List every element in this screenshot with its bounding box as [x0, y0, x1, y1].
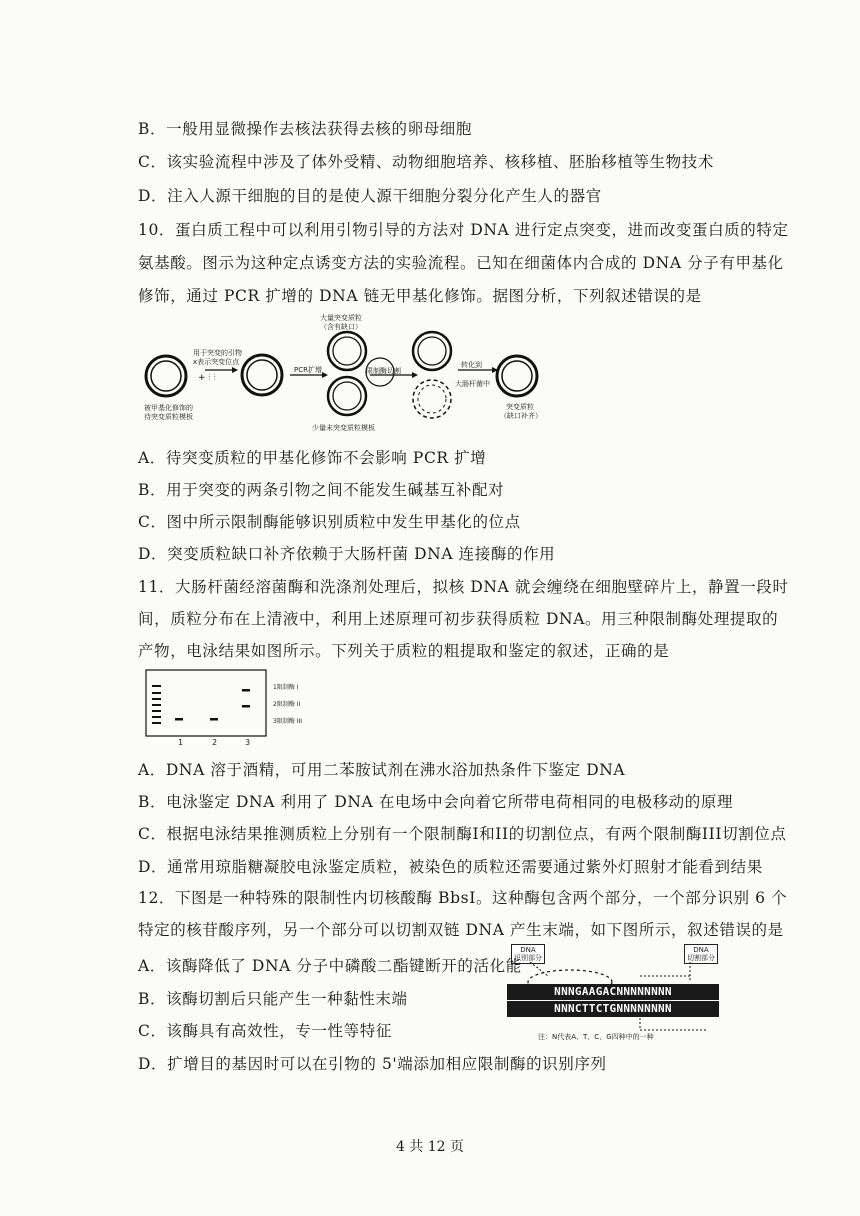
gel-legend-1: 1限制酶 I — [273, 684, 299, 691]
q10-top-label-2: （含有缺口） — [320, 323, 362, 331]
q10-option-a: A．待突变质粒的甲基化修饰不会影响 PCR 扩增 — [138, 449, 487, 467]
q12-figure-note: 注：N代表A、T、C、G四种中的一种 — [538, 1033, 654, 1041]
q11-stem-1: 11．大肠杆菌经溶菌酶和洗涤剂处理后，拟核 DNA 就会缠绕在细胞壁碎片上，静置一段时 — [138, 578, 789, 596]
q11-stem-2: 间，质粒分布在上清液中，利用上述原理可初步获得质粒 DNA。用三种限制酶处理提取的 — [138, 610, 779, 628]
q10-enzyme-label: 限制酶切割 — [366, 367, 401, 375]
gel-legend-3: 3限制酶 III — [273, 718, 303, 725]
q12-stem-1: 12．下图是一种特殊的限制性内切核酸酶 BbsI。这种酶包含两个部分，一个部分识别 6 个 — [138, 889, 788, 907]
q9-option-d: D．注入人源干细胞的目的是使人源干细胞分裂分化产生人的器官 — [138, 187, 602, 205]
q9-option-c: C．该实验流程中涉及了体外受精、动物细胞培养、核移植、胚胎移植等生物技术 — [138, 153, 714, 171]
q10-result-label-2: （缺口补齐） — [500, 412, 542, 420]
q10-primer-label-2: x表示突变位点 — [193, 358, 240, 366]
gel-lane-1: 1 — [178, 738, 184, 747]
cutting-part-label: DNA 切割部分 — [684, 944, 718, 964]
q10-primer-label-1: 用于突变的引物 — [193, 349, 242, 357]
q10-option-d: D．突变质粒缺口补齐依赖于大肠杆菌 DNA 连接酶的作用 — [138, 545, 556, 563]
q10-top-label-1: 大量突变质粒 — [320, 314, 362, 322]
q10-template-label-1: 被甲基化修饰的 — [144, 404, 193, 412]
q10-stem-1: 10．蛋白质工程中可以利用引物引导的方法对 DNA 进行定点突变，进而改变蛋白质的特定 — [138, 221, 789, 239]
recognition-part-label: DNA 识别部分 — [511, 944, 545, 964]
q11-option-d: D．通常用琼脂糖凝胶电泳鉴定质粒，被染色的质粒还需要通过紫外灯照射才能看到结果 — [138, 858, 763, 876]
q10-option-b: B．用于突变的两条引物之间不能发生碱基互补配对 — [138, 481, 505, 499]
q10-transform-label-1: 转化到 — [461, 361, 482, 369]
q9-option-b: B．一般用显微操作去核法获得去核的卵母细胞 — [138, 120, 472, 138]
dna-strand-bottom: NNNCTTCTGNNNNNNNN — [507, 1001, 719, 1017]
page-footer: 4 共 12 页 — [395, 1139, 465, 1155]
q11-option-a: A．DNA 溶于酒精，可用二苯胺试剂在沸水浴加热条件下鉴定 DNA — [138, 761, 626, 779]
q12-option-c: C．该酶具有高效性，专一性等特征 — [138, 1022, 392, 1040]
q12-option-a: A．该酶降低了 DNA 分子中磷酸二酯键断开的活化能 — [138, 957, 522, 975]
svg-text:+ ⫶ ⫶: + ⫶ ⫶ — [198, 373, 216, 383]
q11-option-c: C．根据电泳结果推测质粒上分别有一个限制酶I和II的切割位点，有两个限制酶III切割位点 — [138, 825, 787, 843]
q10-pcr-label: PCR扩增 — [294, 366, 322, 374]
q12-option-d: D．扩增目的基因时可以在引物的 5'端添加相应限制酶的识别序列 — [138, 1055, 607, 1073]
q12-stem-2: 特定的核苷酸序列，另一个部分可以切割双链 DNA 产生末端，如下图所示，叙述错误的是 — [138, 921, 784, 939]
q10-stem-3: 修饰，通过 PCR 扩增的 DNA 链无甲基化修饰。据图分析，下列叙述错误的是 — [138, 287, 702, 305]
q10-result-label-1: 突变质粒 — [506, 403, 534, 411]
q10-transform-label-2: 大肠杆菌中 — [455, 380, 490, 388]
gel-lane-3: 3 — [245, 738, 251, 747]
q12-option-b: B．该酶切割后只能产生一种黏性末端 — [138, 990, 408, 1008]
q10-bottom-label: 少量未突变质粒模板 — [312, 424, 375, 432]
q11-option-b: B．电泳鉴定 DNA 利用了 DNA 在电场中会向着它所带电荷相同的电极移动的原理 — [138, 793, 734, 811]
q10-template-label-2: 待突变质粒模板 — [144, 413, 193, 421]
q11-stem-3: 产物，电泳结果如图所示。下列关于质粒的粗提取和鉴定的叙述，正确的是 — [138, 642, 670, 660]
q10-option-c: C．图中所示限制酶能够识别质粒中发生甲基化的位点 — [138, 513, 521, 531]
gel-legend-2: 2限制酶 II — [273, 701, 301, 708]
q10-stem-2: 氨基酸。图示为这种定点诱变方法的实验流程。已知在细菌体内合成的 DNA 分子有甲基化 — [138, 254, 784, 272]
gel-lane-2: 2 — [212, 738, 218, 747]
dna-strand-top: NNNGAAGACNNNNNNNN — [507, 984, 719, 1000]
